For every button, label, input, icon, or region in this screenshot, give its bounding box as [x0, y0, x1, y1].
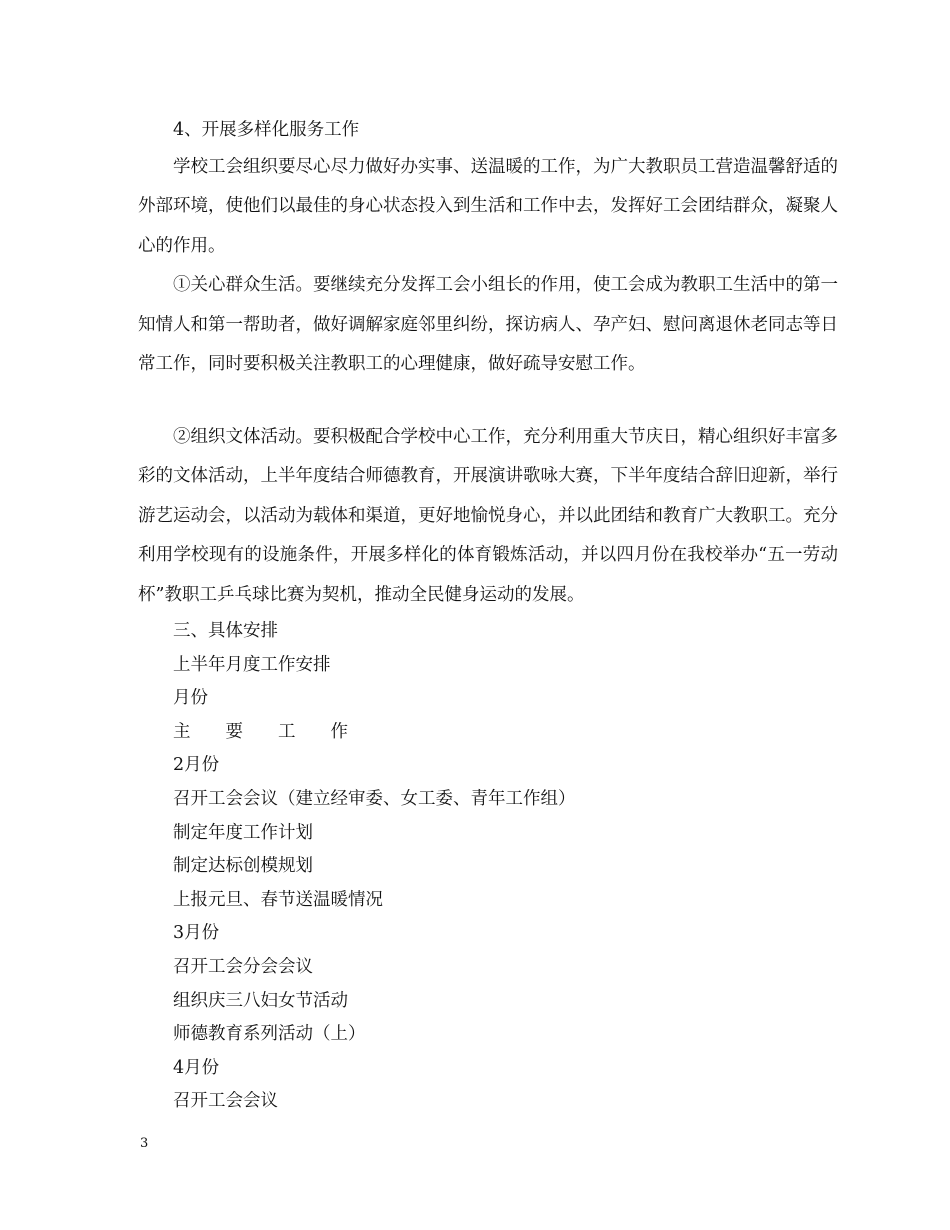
- schedule-item: 召开工会分会会议: [173, 957, 313, 978]
- section-heading: 4、开展多样化服务工作: [173, 120, 360, 140]
- schedule-item: 师德教育系列活动（上）: [173, 1024, 366, 1045]
- schedule-column-month: 月份: [173, 688, 208, 709]
- schedule-month-label: 4月份: [173, 1057, 220, 1078]
- paragraph-intro: 学校工会组织要尽心尽力做好办实事、送温暖的工作，为广大教职员工营造温馨舒适的外部环境，使他们以最佳的身心状态投入到生活和工作中去，发挥好工会团结群众，凝聚人心的作用。: [138, 156, 838, 256]
- paragraph-activities: ②组织文体活动。要积极配合学校中心工作，充分利用重大节庆日，精心组织好丰富多彩的文体活动，上半年度结合师德教育，开展演讲歌咏大赛，下半年度结合辞旧迎新，举行游艺运动会，以活动为载体和渠道，更好地愉悦身心，并以此团结和教育广大教职工。充分利用学校现有的设施条件，开展多样化的体育锻炼活动，并以四月份在我校举办“五一劳动杯”教职工乒乓球比赛为契机，推动全民健身运动的发展。: [138, 426, 838, 605]
- schedule-item: 召开工会会议（建立经审委、女工委、青年工作组）: [173, 789, 576, 810]
- schedule-item: 召开工会会议: [173, 1091, 278, 1112]
- schedule-column-work: 主 要 工 作: [173, 721, 348, 742]
- schedule-item: 制定达标创模规划: [173, 856, 313, 877]
- paragraph-care-life: ①关心群众生活。要继续充分发挥工会小组长的作用，使工会成为教职工生活中的第一知情人和第一帮助者，做好调解家庭邻里纠纷，探访病人、孕产妇、慰问离退休老同志等日常工作，同时要积极关注教职工的心理健康，做好疏导安慰工作。: [138, 275, 838, 375]
- schedule-item: 上报元旦、春节送温暖情况: [173, 889, 383, 910]
- schedule-heading: 三、具体安排: [173, 621, 278, 642]
- document-body: [138, 114, 838, 1119]
- schedule-item: 组织庆三八妇女节活动: [173, 990, 348, 1011]
- blank-line: [138, 385, 838, 418]
- schedule-subheading: 上半年月度工作安排: [173, 654, 331, 675]
- schedule-month-label: 2月份: [173, 755, 220, 776]
- page-number: 3: [140, 1136, 149, 1151]
- schedule-item: 制定年度工作计划: [173, 822, 313, 843]
- schedule-month-label: 3月份: [173, 923, 220, 944]
